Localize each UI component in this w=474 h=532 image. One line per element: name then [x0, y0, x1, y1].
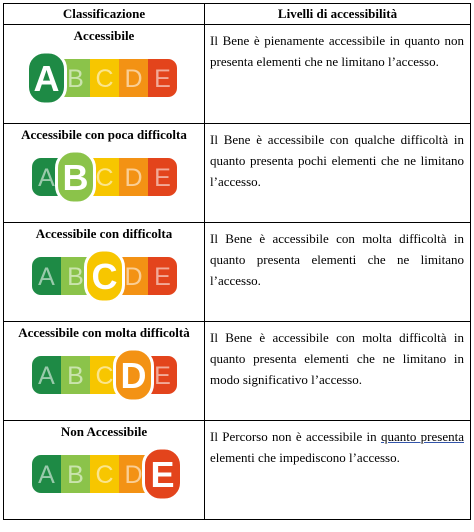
accessibility-scale-d-icon — [22, 347, 186, 403]
classification-cell — [4, 25, 205, 124]
scale-active-letter: C — [91, 256, 118, 297]
scale-letter-c: C — [95, 164, 114, 192]
scale-letter-e: E — [154, 263, 171, 291]
scale-letter-b: B — [67, 461, 84, 489]
scale-letter-d: D — [124, 461, 143, 489]
header-classification: Classificazione — [4, 4, 205, 25]
scale-letter-d: D — [124, 164, 143, 192]
scale-letter-d: D — [124, 263, 143, 291]
description-text-start: Il Percorso non è accessibile in — [210, 429, 381, 444]
description-text-underlined: quanto presenta — [380, 429, 464, 444]
description-text: Il Bene è accessibile con molta difficoltà in quanto presenta elementi che ne limitano l’accesso. — [210, 231, 464, 288]
accessibility-scale-a-icon — [22, 50, 186, 106]
description-cell — [205, 25, 471, 124]
accessibility-scale-c-icon — [22, 248, 186, 304]
classification-label: Non Accessibile — [60, 424, 148, 439]
scale-letter-b: B — [67, 65, 84, 93]
description-cell — [205, 322, 471, 421]
scale-letter-c: C — [95, 65, 114, 93]
scale-letter-e: E — [154, 362, 171, 390]
description-text: Il Bene è accessibile con molta difficoltà in quanto presenta elementi che ne limitano in modo significativo l’accesso. — [210, 330, 464, 387]
description-text: Il Bene è accessibile con qualche difficoltà in quanto presenta pochi elementi che ne limitano l’accesso. — [210, 132, 464, 189]
scale-letter-c: C — [95, 362, 114, 390]
description-cell — [205, 421, 471, 520]
classification-label: Accessibile con molta difficoltà — [18, 325, 190, 340]
scale-active-letter: E — [150, 454, 175, 495]
classification-cell — [4, 421, 205, 520]
accessibility-scale-e-icon — [22, 446, 186, 502]
scale-letter-a: A — [38, 362, 55, 390]
classification-label: Accessibile con difficolta — [35, 226, 173, 241]
classification-label: Accessibile — [73, 28, 135, 43]
scale-letter-e: E — [154, 65, 171, 93]
table-row — [4, 25, 471, 124]
scale-letter-c: C — [95, 461, 114, 489]
classification-cell — [4, 124, 205, 223]
table-row — [4, 421, 471, 520]
table-row — [4, 124, 471, 223]
scale-letter-b: B — [67, 263, 84, 291]
scale-active-letter: D — [120, 355, 147, 396]
description-cell — [205, 124, 471, 223]
accessibility-scale-b-icon — [22, 149, 186, 205]
description-text: Il Bene è pienamente accessibile in quanto non presenta elementi che ne limitano l’accesso. — [210, 33, 464, 69]
scale-letter-e: E — [154, 164, 171, 192]
scale-active-letter: B — [62, 157, 89, 198]
scale-active-letter: A — [33, 58, 60, 99]
scale-letter-a: A — [38, 164, 55, 192]
classification-cell — [4, 223, 205, 322]
accessibility-table — [3, 3, 471, 520]
description-text-end: elementi che impediscono l’accesso. — [210, 450, 400, 465]
description-text — [205, 421, 470, 468]
scale-letter-b: B — [67, 362, 84, 390]
scale-letter-a: A — [38, 263, 55, 291]
classification-label: Accessibile con poca difficolta — [21, 127, 187, 142]
table-row — [4, 322, 471, 421]
classification-cell — [4, 322, 205, 421]
table-row — [4, 223, 471, 322]
scale-letter-d: D — [124, 65, 143, 93]
description-cell — [205, 223, 471, 322]
scale-letter-a: A — [38, 461, 55, 489]
table-header-row — [4, 4, 471, 25]
header-accessibility-levels: Livelli di accessibilità — [205, 4, 471, 25]
